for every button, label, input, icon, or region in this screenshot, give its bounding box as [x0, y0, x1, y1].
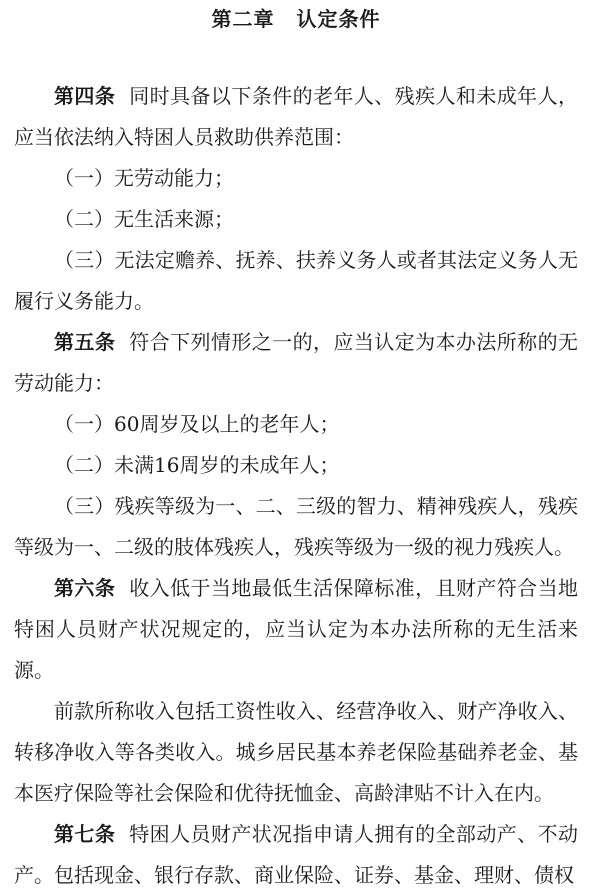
article-7 [14, 814, 578, 896]
article-label: 第六条 [54, 576, 116, 600]
article-5-item-1: （一）60周岁及以上的老年人； [54, 412, 340, 436]
article-label: 第五条 [54, 330, 116, 354]
article-text: 收入低于当地最低生活保障标准，且财产符合当地特困人员财产状况规定的，应当认定为本办法所称的无生活来源。 [14, 576, 578, 682]
article-label: 第四条 [54, 84, 116, 108]
article-4-item-1: （一）无劳动能力； [54, 166, 234, 190]
chapter-number: 第二章 [211, 7, 275, 31]
chapter-heading [14, 0, 578, 34]
article-5 [14, 322, 578, 404]
article-text: 同时具备以下条件的老年人、残疾人和未成年人，应当依法纳入特困人员救助供养范围： [14, 84, 578, 149]
article-text: 符合下列情形之一的，应当认定为本办法所称的无劳动能力： [14, 330, 578, 395]
article-5-item-3: （三）残疾等级为一、二、三级的智力、精神残疾人，残疾等级为一、二级的肢体残疾人，残疾等级为一级的视力残疾人。 [14, 494, 578, 559]
article-4 [14, 76, 578, 158]
article-6 [14, 568, 578, 691]
article-5-item-2: （二）未满16周岁的未成年人； [54, 453, 340, 477]
article-6-paragraph-2: 前款所称收入包括工资性收入、经营净收入、财产净收入、转移净收入等各类收入。城乡居民基本养老保险基础养老金、基本医疗保险等社会保险和优待抚恤金、高龄津贴不计入在内。 [14, 699, 578, 805]
chapter-title: 认定条件 [296, 7, 381, 31]
article-4-item-2: （二）无生活来源； [54, 207, 234, 231]
article-text: 特困人员财产状况指申请人拥有的全部动产、不动产。包括现金、银行存款、商业保险、证券、基金、理财、债权 [14, 822, 578, 887]
article-label: 第七条 [54, 822, 116, 846]
article-4-item-3: （三）无法定赡养、抚养、扶养义务人或者其法定义务人无履行义务能力。 [14, 248, 578, 313]
